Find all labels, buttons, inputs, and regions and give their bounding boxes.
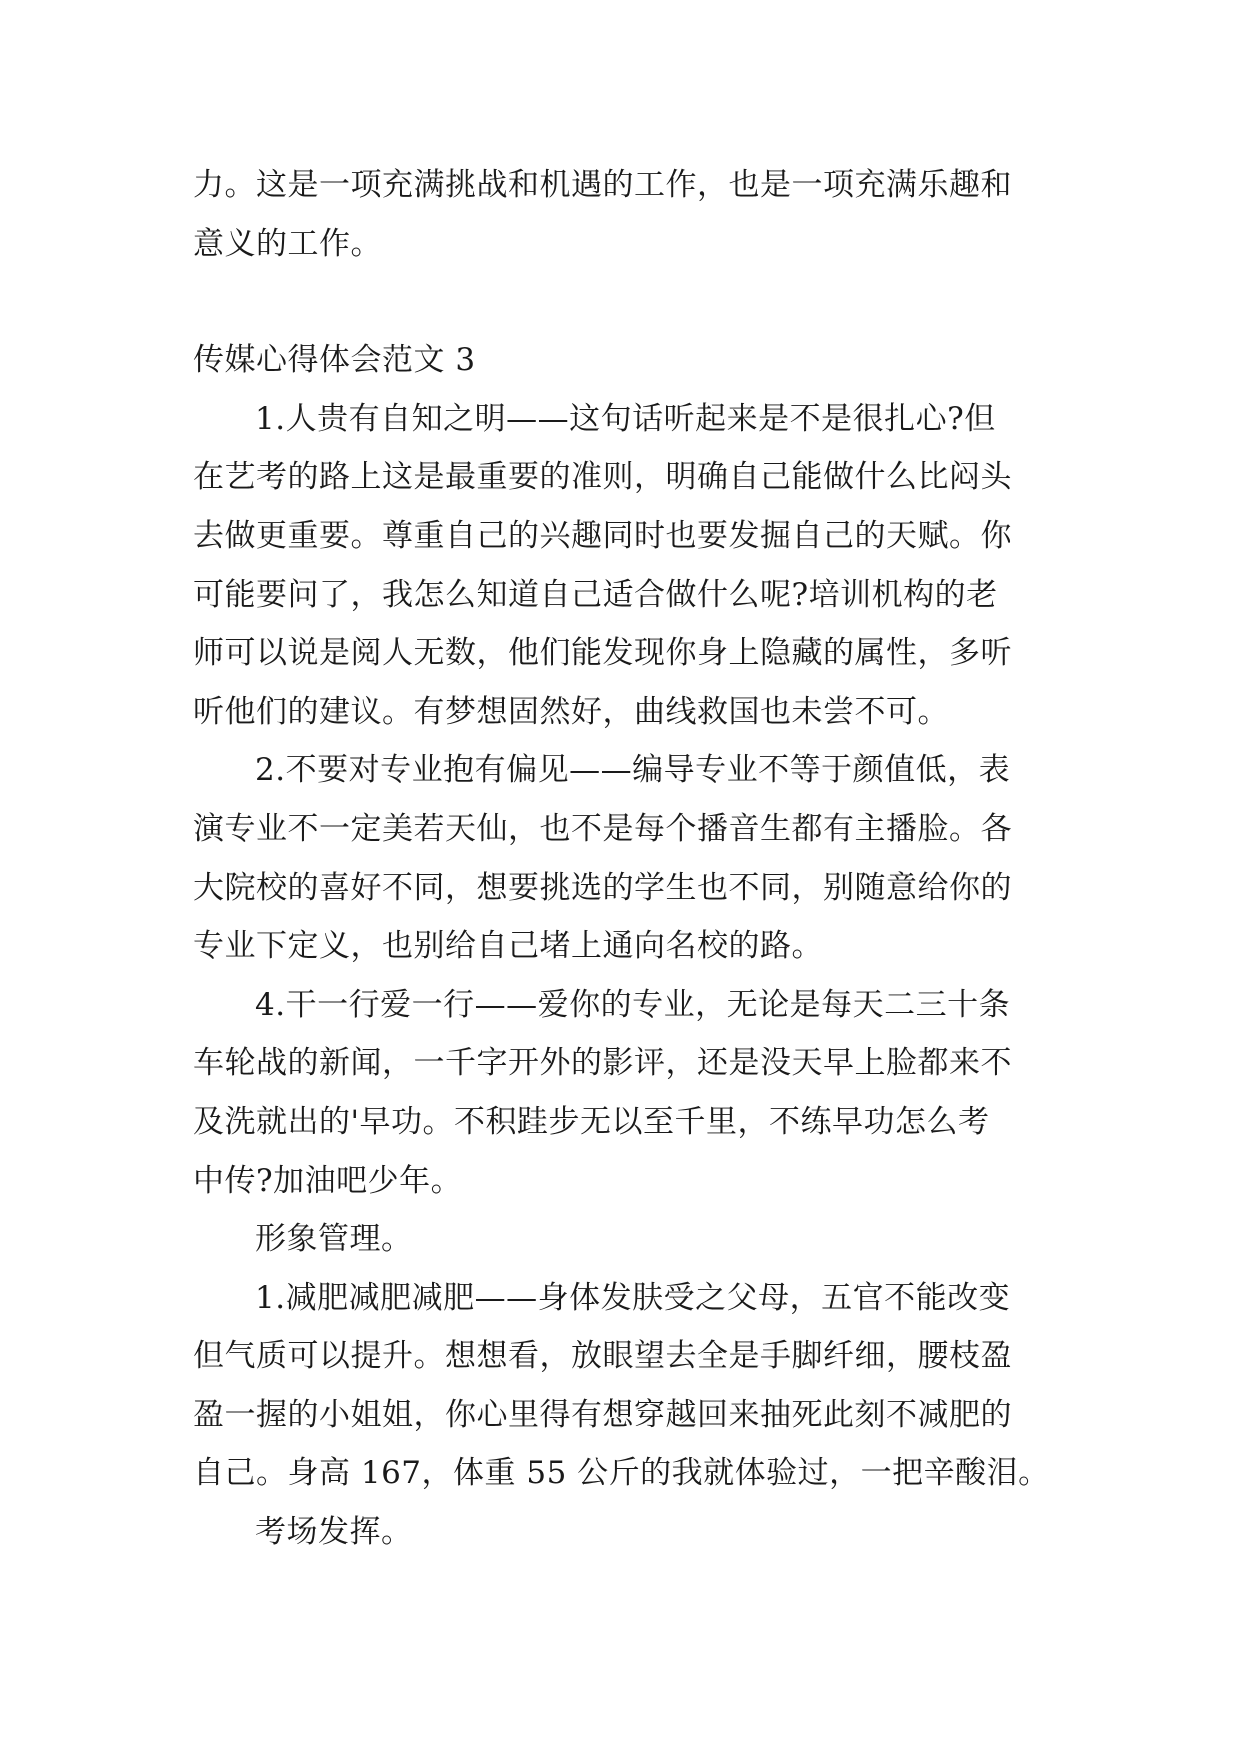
text-line: 及洗就出的'早功。不积跬步无以至千里，不练早功怎么考 [193, 1103, 990, 1140]
text-line: 大院校的喜好不同，想要挑选的学生也不同，别随意给你的 [193, 869, 1012, 906]
text-line: 盈一握的小姐姐，你心里得有想穿越回来抽死此刻不减肥的 [193, 1396, 1012, 1433]
text-line: 听他们的建议。有梦想固然好，曲线救国也未尝不可。 [193, 693, 949, 730]
subheading-line: 形象管理。 [255, 1221, 413, 1258]
text-line: 中传?加油吧少年。 [193, 1162, 463, 1199]
text-line: 力。这是一项充满挑战和机遇的工作，也是一项充满乐趣和 [193, 167, 1012, 203]
text-line: 车轮战的新闻，一千字开外的影评，还是没天早上脸都来不 [193, 1045, 1012, 1082]
text-line: 但气质可以提升。想想看，放眼望去全是手脚纤细，腰枝盈 [193, 1338, 1012, 1375]
text-line: 1.人贵有自知之明——这句话听起来是不是很扎心?但 [255, 400, 996, 437]
text-line: 4.干一行爱一行——爱你的专业，无论是每天二三十条 [255, 986, 1011, 1023]
paragraph-gap [193, 273, 1073, 331]
text-line: 专业下定义，也别给自己堵上通向名校的路。 [193, 928, 823, 965]
text-line: 自己。身高 167，体重 55 公斤的我就体验过，一把辛酸泪。 [193, 1455, 1050, 1492]
text-line: 在艺考的路上这是最重要的准则，明确自己能做什么比闷头 [193, 459, 1012, 496]
text-line: 可能要问了，我怎么知道自己适合做什么呢?培训机构的老 [193, 576, 998, 613]
text-line: 1.减肥减肥减肥——身体发肤受之父母，五官不能改变 [255, 1279, 1011, 1316]
text-line: 2.不要对专业抱有偏见——编导专业不等于颜值低，表 [255, 752, 1011, 789]
text-line: 师可以说是阅人无数，他们能发现你身上隐藏的属性，多听 [193, 635, 1012, 672]
text-line: 去做更重要。尊重自己的兴趣同时也要发掘自己的天赋。你 [193, 517, 1012, 554]
subheading-line: 考场发挥。 [255, 1514, 413, 1551]
document-body [193, 156, 1073, 1562]
text-line: 演专业不一定美若天仙，也不是每个播音生都有主播脸。各 [193, 810, 1012, 847]
text-line: 意义的工作。 [193, 225, 382, 262]
section-title: 传媒心得体会范文 3 [193, 342, 476, 379]
